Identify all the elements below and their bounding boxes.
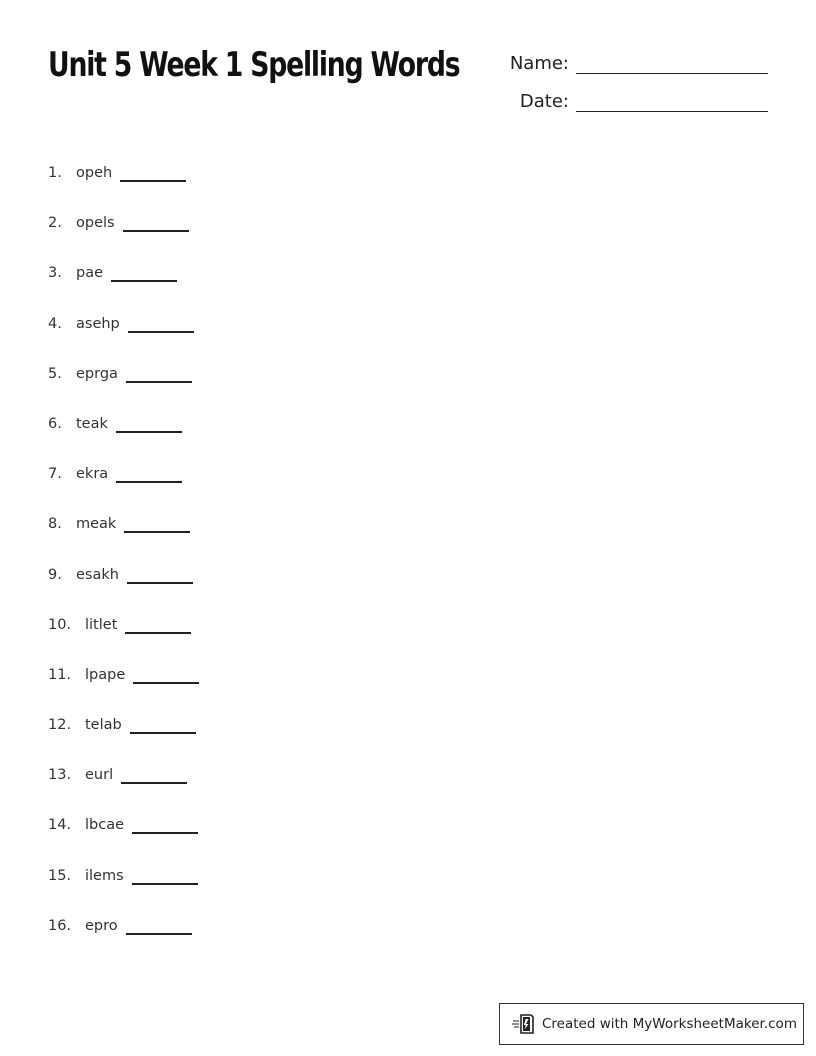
scrambled-word: opels [76,215,115,232]
name-label: Name: [509,53,569,74]
answer-blank[interactable] [126,381,192,383]
word-number: 4. [48,315,62,332]
date-field-row [509,91,768,113]
footer-attribution[interactable] [499,1003,804,1045]
footer-text: Created with MyWorksheetMaker.com [542,1016,797,1032]
answer-blank[interactable] [127,582,193,584]
word-item [48,715,199,765]
word-number: 11. [48,666,72,683]
spelling-word-list [48,163,199,966]
scrambled-word: asehp [76,315,120,332]
scrambled-word: opeh [76,165,113,181]
date-line[interactable] [576,111,768,112]
word-item [48,615,199,665]
scrambled-word: ilems [85,867,124,884]
word-item [48,464,199,514]
scrambled-word: litlet [85,616,118,633]
answer-blank[interactable] [116,481,182,483]
word-number: 7. [48,466,62,483]
answer-blank[interactable] [132,883,198,885]
word-number: 10. [48,616,72,633]
worksheet-maker-logo-icon [512,1012,536,1036]
answer-blank[interactable] [126,933,192,935]
answer-blank[interactable] [130,732,196,734]
scrambled-word: lpape [85,666,126,683]
word-number: 3. [48,265,62,282]
word-item [48,815,199,865]
scrambled-word: telab [85,717,122,734]
word-item [48,665,199,715]
scrambled-word: pae [76,265,104,282]
word-number: 8. [48,516,62,533]
answer-blank[interactable] [125,632,191,634]
name-field-row [509,53,768,75]
date-label: Date: [519,91,569,112]
word-number: 16. [48,917,72,934]
scrambled-word: meak [76,516,117,533]
answer-blank[interactable] [133,682,199,684]
word-item [48,314,199,364]
word-item [48,263,199,313]
word-item [48,163,199,213]
answer-blank[interactable] [121,782,187,784]
scrambled-word: eprga [76,365,118,382]
answer-blank[interactable] [128,331,194,333]
word-item [48,916,199,966]
scrambled-word: epro [85,917,118,934]
word-item [48,514,199,564]
scrambled-word: eurl [85,767,114,784]
word-item [48,414,199,464]
answer-blank[interactable] [111,280,177,282]
word-number: 5. [48,365,62,382]
answer-blank[interactable] [120,180,186,182]
word-number: 13. [48,767,72,784]
scrambled-word: lbcae [85,817,125,834]
word-item [48,213,199,263]
word-item [48,364,199,414]
scrambled-word: teak [76,415,108,432]
word-number: 15. [48,867,72,884]
word-number: 9. [48,566,62,583]
word-number: 6. [48,415,62,432]
word-number: 12. [48,717,72,734]
answer-blank[interactable] [116,431,182,433]
scrambled-word: esakh [76,566,119,583]
name-line[interactable] [576,73,768,74]
answer-blank[interactable] [132,832,198,834]
word-item [48,866,199,916]
word-item [48,765,199,815]
word-number: 1. [48,165,62,181]
word-item [48,565,199,615]
answer-blank[interactable] [123,230,189,232]
worksheet-title: Unit 5 Week 1 Spelling Words [48,46,460,85]
answer-blank[interactable] [124,531,190,533]
word-number: 14. [48,817,72,834]
scrambled-word: ekra [76,466,109,483]
word-number: 2. [48,215,62,232]
